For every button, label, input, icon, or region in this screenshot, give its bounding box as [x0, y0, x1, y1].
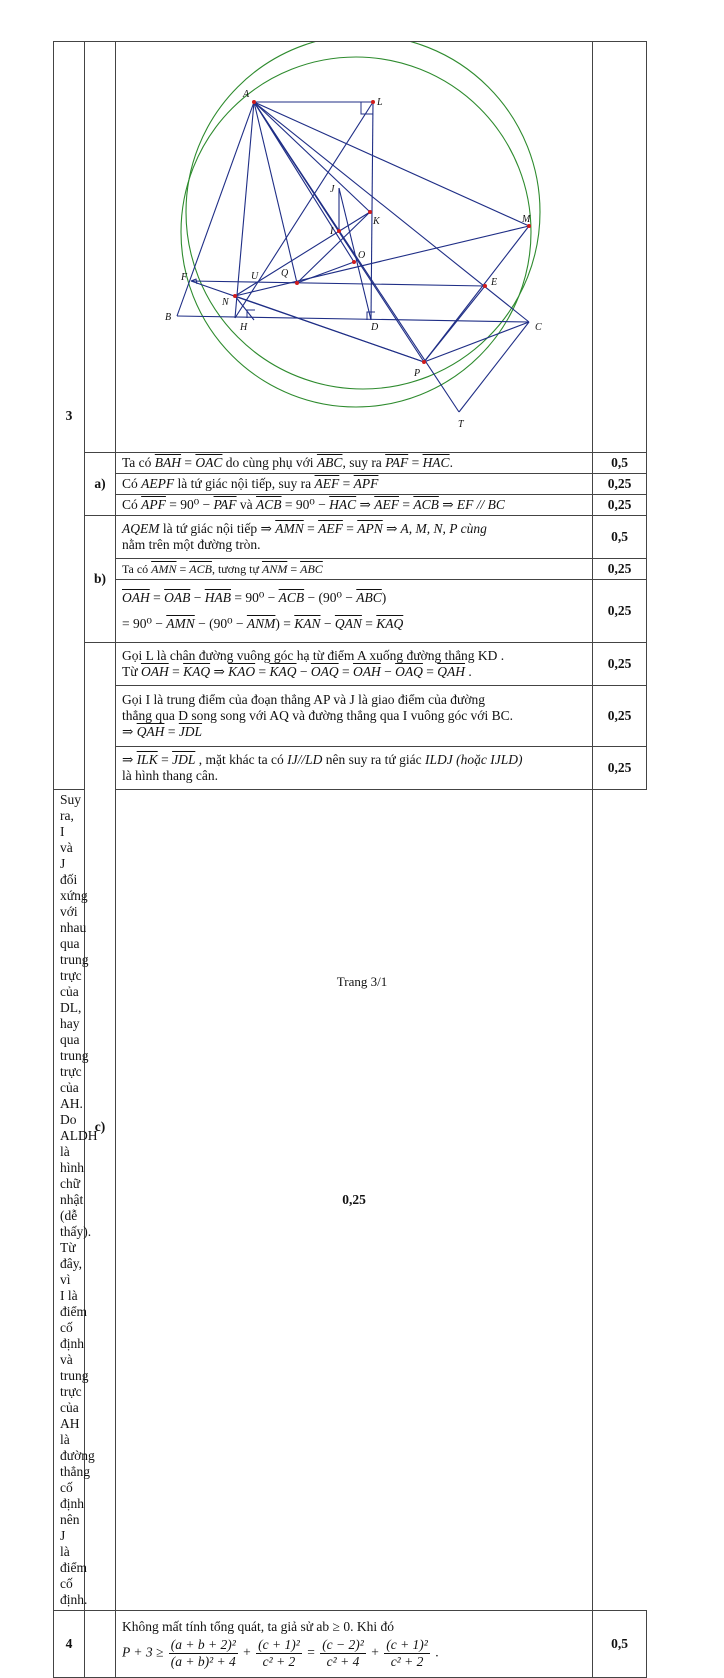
part-b-row-3: $\overline{OAH} = \overline{OAB} - \overline{HAB} = 90^0 - \overline{ACB} - (90^0 - \overline{ABC})$ = $90^0 - \overline{AMN} - (90^0 - \overline{ANM}) = \overline{KAN} - \overline{QAN} = \overline{KAQ}$ [116, 580, 593, 643]
part-c-row-4: Suy ra, I và J đối xứng với nhau qua trung trực của DL, hay qua trung trực của AH. Do ALDH là hình chữ nhật (dễ thấy). Từ đây, vì I là điểm cố định và trung trực của AH là đường thẳng cố định nên J là điểm cố định. [54, 790, 85, 1611]
part-b-row-1: AQEM là tứ giác nội tiếp ⇒ $\overline{AMN} = \overline{AEF} = \overline{APN}$ ⇒ A, M, N, P cùng nằm trên một đường tròn. [116, 516, 593, 559]
point-label-O: O [358, 250, 366, 261]
point-label-J: J [330, 184, 335, 195]
figure-row [54, 42, 647, 453]
circumcircle-large [181, 57, 531, 407]
part-a-label: a) [85, 453, 116, 516]
page-footer: Trang 3/1 [336, 974, 388, 989]
score-a3: 0,25 [593, 495, 647, 516]
problem-4-inequality: P + 3 ≥ $\frac{\text{(a + b + 2)²}}{\text{(a + b)² + 4}}$ + $\frac{\text{(c + 1)²}}{\text{c² + 2}}$ = $\frac{\text{(c − 2)²}}{\text{c² + 4}}$ + $\frac{\text{(c + 1)²}}{\text{c² + 2}}$ . [122, 1636, 439, 1669]
score-a1: 0,5 [593, 453, 647, 474]
score-c1: 0,25 [593, 643, 647, 686]
point-label-T: T [458, 419, 464, 430]
point-label-N: N [222, 297, 229, 308]
problem-4-intro: Không mất tính tổng quát, ta giả sử ab ≥ 0. Khi đó [122, 1618, 394, 1634]
point-label-U: U [251, 271, 259, 282]
problem-3-number: 3 [54, 42, 85, 790]
figure-score-cell [593, 42, 647, 453]
part-a-row-2: Có AEPF là tứ giác nội tiếp, suy ra $\overline{AEF} = \overline{APF}$ [116, 474, 593, 495]
point-label-L: L [377, 97, 383, 108]
point-label-C: C [535, 322, 542, 333]
score-4: 0,5 [593, 1611, 647, 1678]
point-label-H: H [240, 322, 248, 333]
point-label-B: B [165, 312, 172, 323]
score-b1: 0,5 [593, 516, 647, 559]
problem-4-number: 4 [54, 1611, 85, 1678]
point-label-D: D [371, 322, 379, 333]
part-c-row-3: ⇒ $\overline{ILK} = \overline{JDL}$ , mặt khác ta có IJ//LD nên suy ra tứ giác ILDJ (hoặc IJLD) là hình thang cân. [116, 747, 593, 790]
score-b2: 0,25 [593, 559, 647, 580]
point-label-A: A [243, 89, 250, 100]
problem-4-content [116, 1611, 593, 1678]
problem-4-part-cell [85, 1611, 116, 1678]
part-a-row-3: Có $\overline{APF} = 90^0 - \overline{PAF}$ và $\overline{ACB} = 90^0 - \overline{HAC}$ ⇒ $\overline{AEF} = \overline{ACB}$ ⇒ EF // BC [116, 495, 593, 516]
geometry-figure-cell [116, 42, 593, 453]
point-label-K: K [373, 216, 380, 227]
part-b-row-2: Ta có $\overline{AMN} = \overline{ACB}$, tương tự $\overline{ANM} = \overline{ABC}$ [116, 559, 593, 580]
part-c-row-2: Gọi I là trung điểm của đoạn thẳng AP và J là giao điểm của đường thẳng qua D song song với AQ và đường thẳng qua I vuông góc với BC. ⇒ $\overline{QAH} = \overline{JDL}$ [116, 686, 593, 747]
part-c-label: c) [85, 643, 116, 1611]
score-c3: 0,25 [593, 747, 647, 790]
score-c4: 0,25 [116, 790, 593, 1611]
point-label-I: I [330, 226, 334, 237]
point-label-M: M [522, 214, 531, 225]
part-b-label: b) [85, 516, 116, 643]
score-c2: 0,25 [593, 686, 647, 747]
part-a-row-1: Ta có $\overline{BAH} = \overline{OAC}$ do cùng phụ với $\overline{ABC}$, suy ra $\overline{PAF} = \overline{HAC}$. [116, 453, 593, 474]
figure-label-cell [85, 42, 116, 453]
solution-table [53, 41, 647, 1678]
geometry-figure [116, 42, 594, 452]
point-label-E: E [491, 277, 498, 288]
score-a2: 0,25 [593, 474, 647, 495]
point-label-P: P [414, 368, 421, 379]
point-label-Q: Q [281, 268, 289, 279]
score-b3: 0,25 [593, 580, 647, 643]
part-c-row-1: Gọi L là chân đường vuông góc hạ từ điểm A xuống đường thẳng KD . Từ $\overline{OAH} = \overline{KAQ}$ ⇒ $\overline{KAO} = \overline{KAQ} - \overline{OAQ} = \overline{OAH} - \overline{OAQ} = \overline{QAH}$ . [116, 643, 593, 686]
circle-amnp [186, 42, 540, 389]
point-label-F: F [181, 272, 188, 283]
